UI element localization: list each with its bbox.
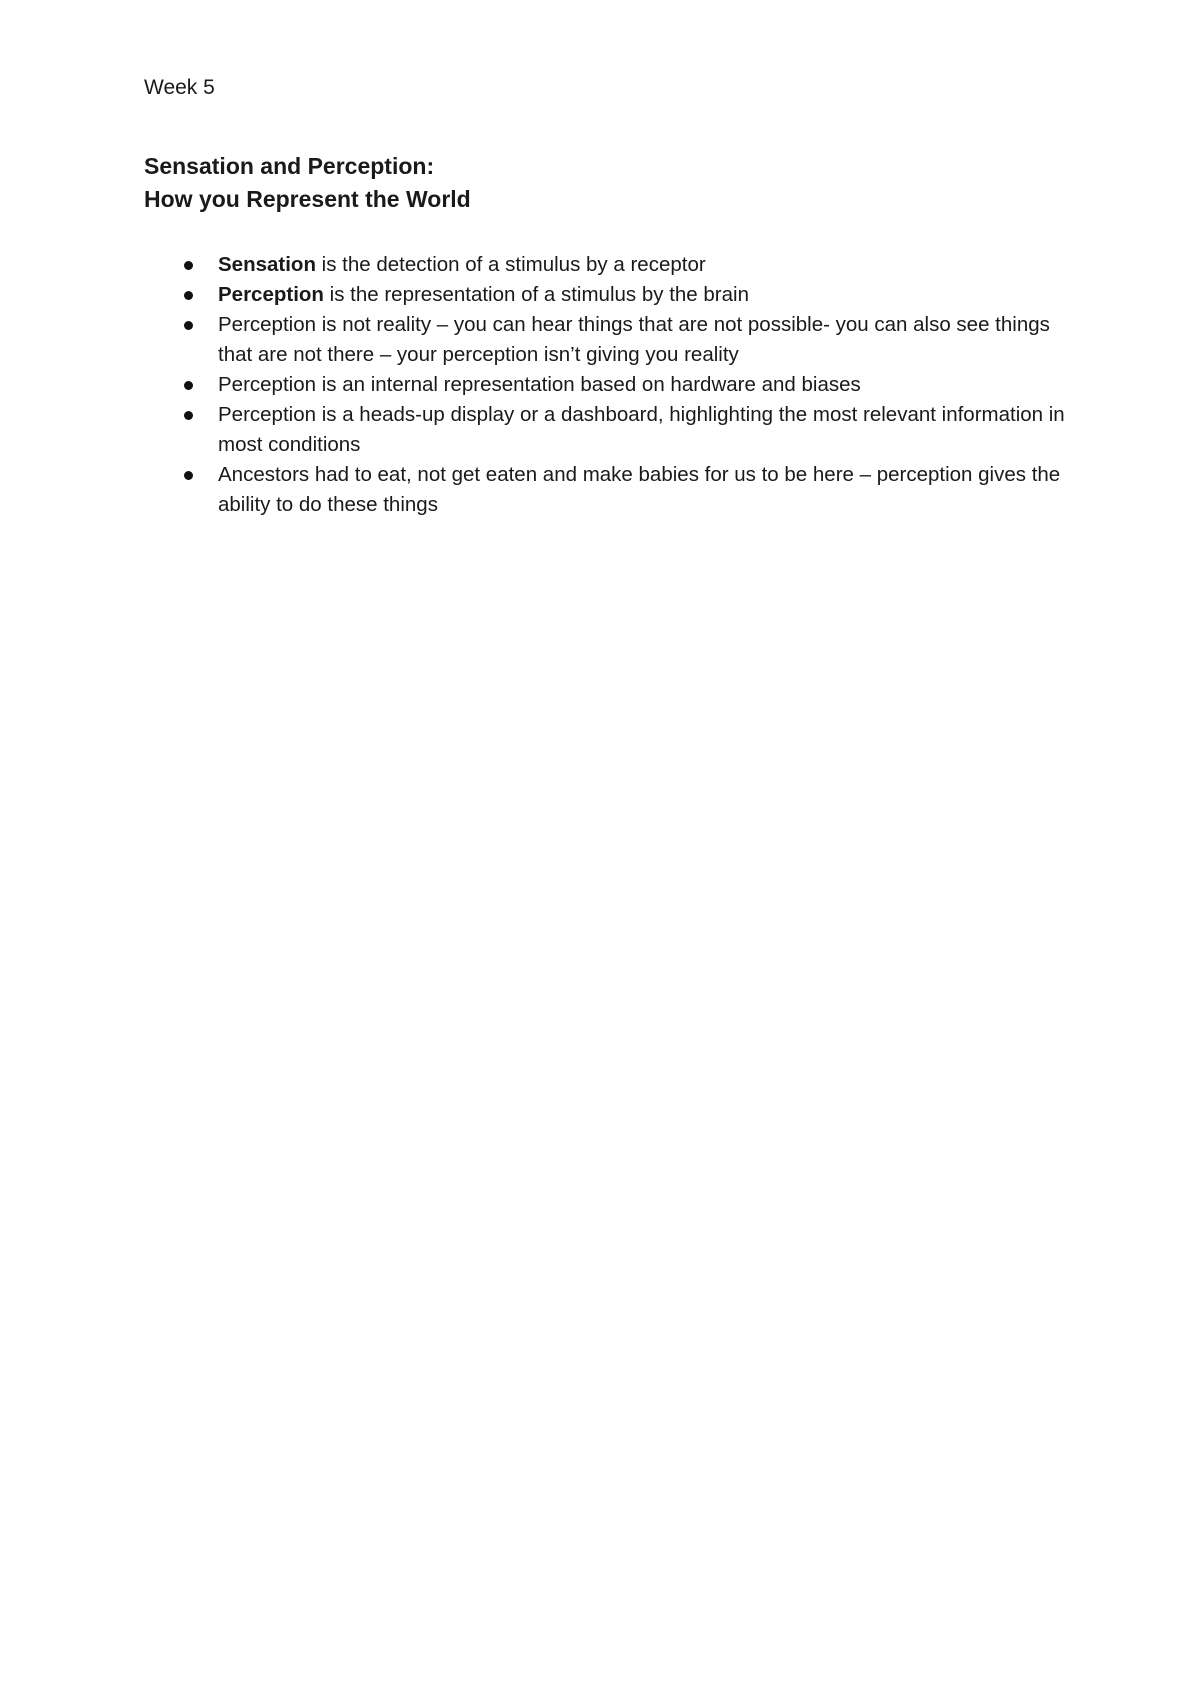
list-item bbox=[182, 400, 1082, 460]
bullet-icon bbox=[184, 261, 193, 270]
bullet-icon bbox=[184, 471, 193, 480]
list-item bbox=[182, 280, 1082, 310]
list-item bbox=[182, 250, 1082, 280]
list-item bbox=[182, 370, 1082, 400]
title-line-1: Sensation and Perception: bbox=[144, 153, 435, 179]
bullet-text: Perception is not reality – you can hear things that are not possible- you can also see things that are not there – your perception isn’t giving you reality bbox=[218, 313, 1050, 366]
bullet-text: Perception is an internal representation based on hardware and biases bbox=[218, 373, 861, 396]
page-title bbox=[144, 150, 471, 216]
bullet-term: Sensation bbox=[218, 253, 316, 276]
bullet-term: Perception bbox=[218, 283, 324, 306]
bullet-icon bbox=[184, 291, 193, 300]
week-label: Week 5 bbox=[144, 76, 215, 99]
bullet-text: Perception is a heads-up display or a dashboard, highlighting the most relevant information in most conditions bbox=[218, 403, 1065, 456]
bullet-icon bbox=[184, 381, 193, 390]
bullet-text: is the representation of a stimulus by the brain bbox=[323, 283, 749, 306]
bullet-text: is the detection of a stimulus by a receptor bbox=[315, 253, 706, 276]
bullet-icon bbox=[184, 321, 193, 330]
title-line-2: How you Represent the World bbox=[144, 186, 471, 212]
bullet-text: Ancestors had to eat, not get eaten and make babies for us to be here – perception gives the ability to do these things bbox=[218, 463, 1061, 516]
list-item bbox=[182, 460, 1082, 520]
bullet-icon bbox=[184, 411, 193, 420]
bullet-list bbox=[182, 250, 1082, 520]
list-item bbox=[182, 310, 1082, 370]
